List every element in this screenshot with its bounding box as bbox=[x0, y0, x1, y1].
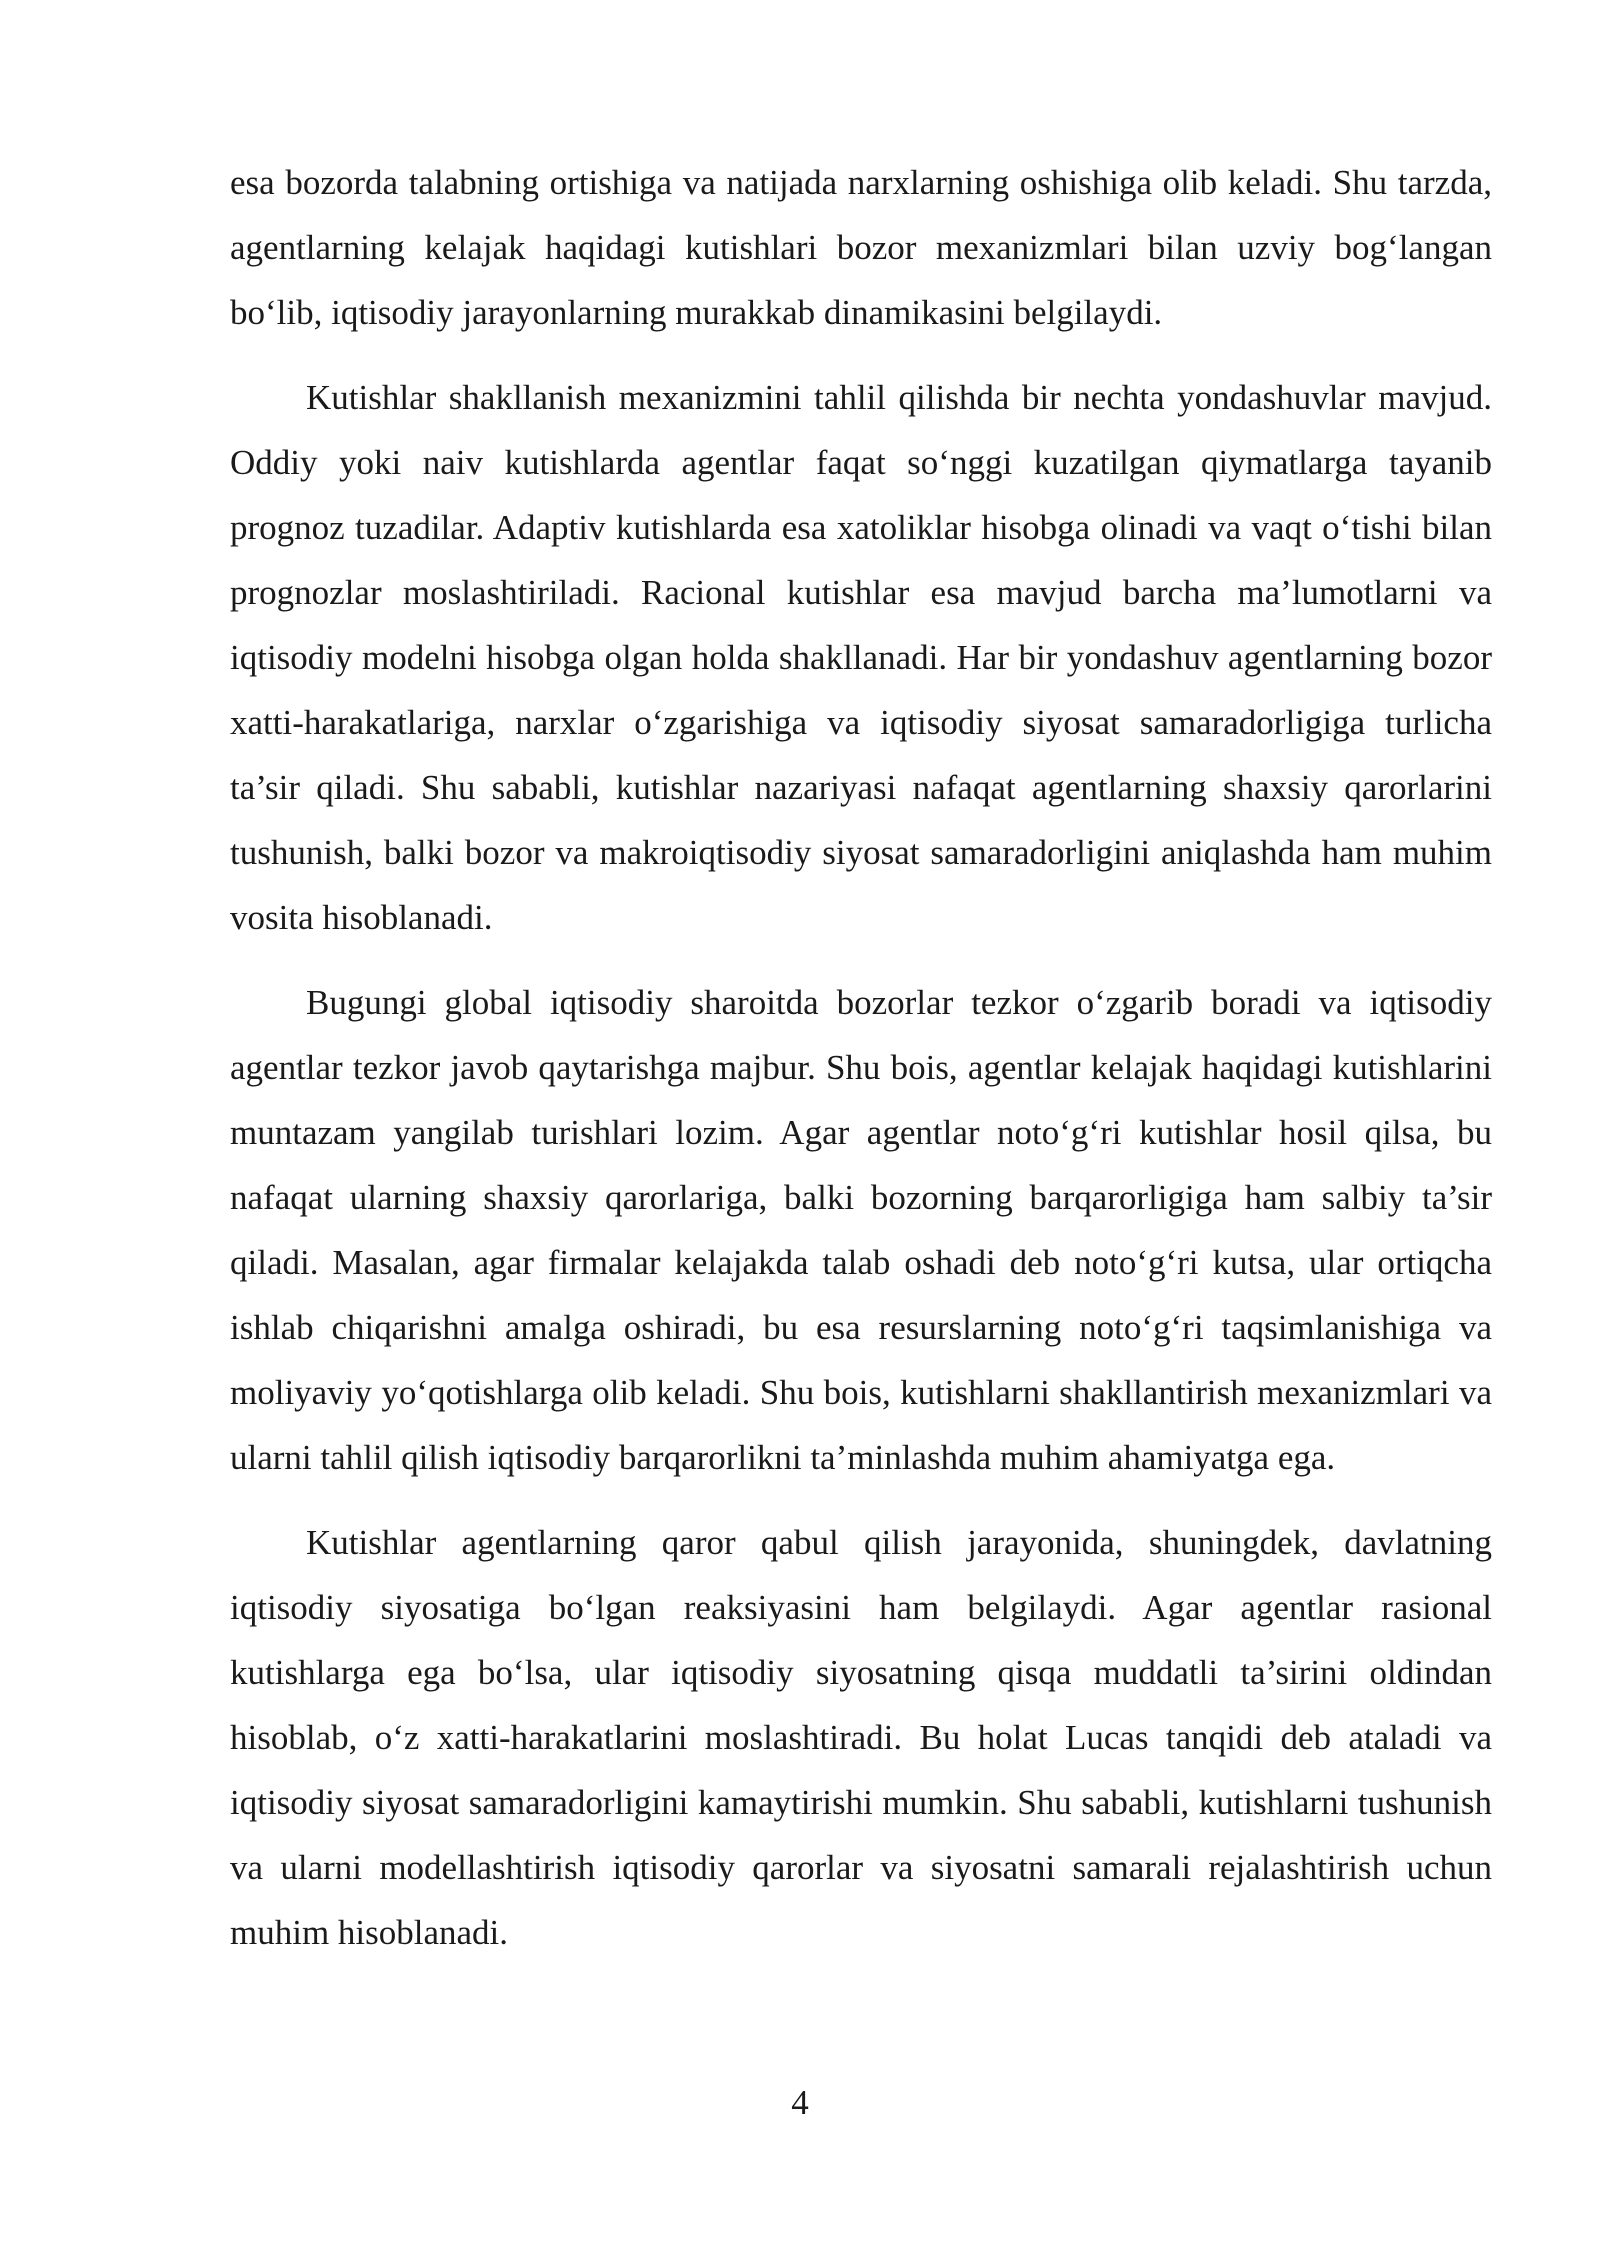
paragraph-global-conditions: Bugungi global iqtisodiy sharoitda bozorlar tezkor o‘zgarib boradi va iqtisodiy agentlar tezkor javob qaytarishga majbur. Shu bois, agentlar kelajak haqidagi kutishlarini muntazam yangilab turishlari lozim. Agar agentlar noto‘g‘ri kutishlar hosil qilsa, bu nafaqat ularning shaxsiy qarorlariga, balki bozorning barqarorligiga ham salbiy ta’sir qiladi. Masalan, agar firmalar kelajakda talab oshadi deb noto‘g‘ri kutsa, ular ortiqcha ishlab chiqarishni amalga oshiradi, bu esa resurslarning noto‘g‘ri taqsimlanishiga va moliyaviy yo‘qotishlarga olib keladi. Shu bois, kutishlarni shakllantirish mexanizmlari va ularni tahlil qilish iqtisodiy barqarorlikni ta’minlashda muhim ahamiyatga ega. bbox=[230, 983, 1492, 1477]
paragraph-expectation-approaches: Kutishlar shakllanish mexanizmini tahlil qilishda bir nechta yondashuvlar mavjud. Oddiy yoki naiv kutishlarda agentlar faqat so‘nggi kuzatilgan qiymatlarga tayanib prognoz tuzadilar. Adaptiv kutishlarda esa xatoliklar hisobga olinadi va vaqt o‘tishi bilan prognozlar moslashtiriladi. Racional kutishlar esa mavjud barcha ma’lumotlarni va iqtisodiy modelni hisobga olgan holda shakllanadi. Har bir yondashuv agentlarning bozor xatti-harakatlariga, narxlar o‘zgarishiga va iqtisodiy siyosat samaradorligiga turlicha ta’sir qiladi. Shu sababli, kutishlar nazariyasi nafaqat agentlarning shaxsiy qarorlarini tushunish, balki bozor va makroiqtisodiy siyosat samaradorligini aniqlashda ham muhim vosita hisoblanadi. bbox=[230, 378, 1492, 937]
paragraph-policy-reaction: Kutishlar agentlarning qaror qabul qilish jarayonida, shuningdek, davlatning iqtisodiy siyosatiga bo‘lgan reaksiyasini ham belgilaydi. Agar agentlar rasional kutishlarga ega bo‘lsa, ular iqtisodiy siyosatning qisqa muddatli ta’sirini oldindan hisoblab, o‘z xatti-harakatlarini moslashtiradi. Bu holat Lucas tanqidi deb ataladi va iqtisodiy siyosat samaradorligini kamaytirishi mumkin. Shu sababli, kutishlarni tushunish va ularni modellashtirish iqtisodiy qarorlar va siyosatni samarali rejalashtirish uchun muhim hisoblanadi. bbox=[230, 1523, 1492, 1952]
paragraph-continuation: esa bozorda talabning ortishiga va natijada narxlarning oshishiga olib keladi. Shu tarzda, agentlarning kelajak haqidagi kutishlari bozor mexanizmlari bilan uzviy bog‘langan bo‘lib, iqtisodiy jarayonlarning murakkab dinamikasini belgilaydi. bbox=[230, 163, 1492, 332]
document-body bbox=[230, 150, 1492, 1985]
page-number: 4 bbox=[791, 2083, 809, 2122]
